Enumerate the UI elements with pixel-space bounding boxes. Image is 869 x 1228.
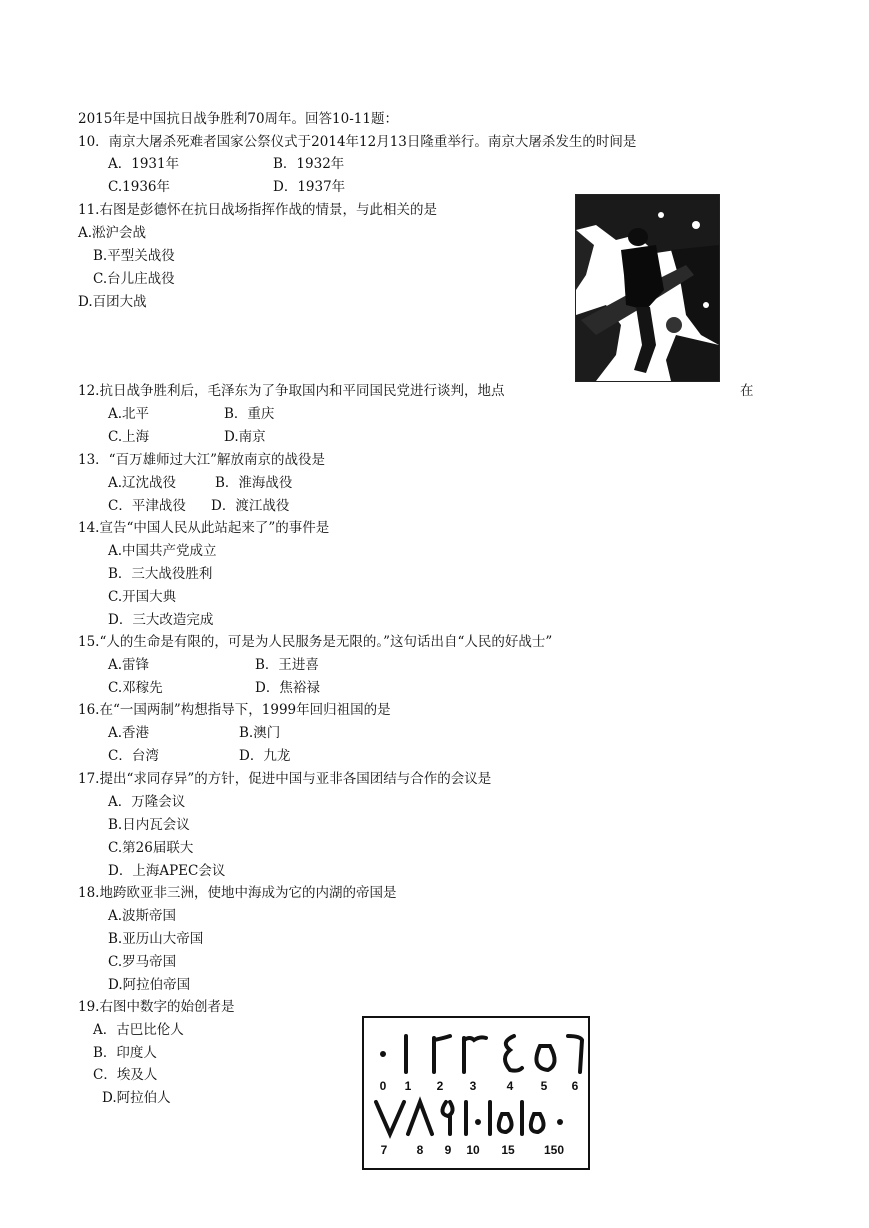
peng-dehuai-photo [575, 194, 720, 382]
numeral-label: 9 [444, 1143, 452, 1157]
q18-option-c: C.罗马帝国 [108, 954, 177, 970]
numeral-label: 4 [506, 1079, 514, 1093]
q12-option-b: B．重庆 [224, 406, 275, 422]
question-10-stem: 10．南京大屠杀死难者国家公祭仪式于2014年12月13日隆重举行。南京大屠杀发生的时间是 [78, 134, 637, 150]
q19-option-d: D.阿拉伯人 [102, 1090, 171, 1106]
numeral-label: 1 [404, 1079, 412, 1093]
q16-option-b: B.澳门 [239, 725, 281, 741]
q15-option-a: A.雷锋 [108, 657, 150, 673]
q12-option-d: D.南京 [224, 429, 266, 445]
numeral-label: 150 [543, 1143, 565, 1157]
numeral-label: 3 [469, 1079, 477, 1093]
q18-option-b: B.亚历山大帝国 [108, 931, 204, 947]
q14-option-d: D．三大改造完成 [108, 612, 214, 628]
numeral-label: 0 [379, 1079, 387, 1093]
q18-option-a: A.波斯帝国 [108, 908, 177, 924]
q15-option-b: B．王进喜 [255, 657, 319, 673]
q18-option-d: D.阿拉伯帝国 [108, 977, 191, 993]
q14-option-b: B．三大战役胜利 [108, 566, 213, 582]
question-12-stem-tail: 在 [740, 383, 754, 399]
q11-option-a: A.淞沪会战 [78, 225, 147, 241]
q14-option-c: C.开国大典 [108, 589, 177, 605]
q17-option-c: C.第26届联大 [108, 840, 194, 856]
numeral-label: 10 [466, 1143, 480, 1157]
q13-option-d: D．渡江战役 [211, 498, 290, 514]
q11-option-b: B.平型关战役 [93, 248, 175, 264]
q17-option-b: B.日内瓦会议 [108, 817, 190, 833]
question-15-stem: 15.“人的生命是有限的，可是为人民服务是无限的。”这句话出自“人民的好战士” [78, 634, 553, 650]
q17-option-d: D．上海APEC会议 [108, 863, 226, 879]
question-11-stem: 11.右图是彭德怀在抗日战场指挥作战的情景，与此相关的是 [78, 202, 437, 218]
question-14-stem: 14.宣告“中国人民从此站起来了”的事件是 [78, 520, 330, 536]
numeral-label: 8 [416, 1143, 424, 1157]
q16-option-c: C．台湾 [108, 748, 159, 764]
q12-option-c: C.上海 [108, 429, 150, 445]
q11-option-d: D.百团大战 [78, 294, 147, 310]
question-16-stem: 16.在“一国两制”构想指导下，1999年回归祖国的是 [78, 702, 391, 718]
q13-option-b: B．淮海战役 [215, 475, 293, 491]
numeral-label: 7 [380, 1143, 388, 1157]
q15-option-d: D．焦裕禄 [255, 680, 320, 696]
q10-option-a: A．1931年 [108, 156, 180, 172]
numeral-label: 5 [540, 1079, 548, 1093]
q13-option-c: C．平津战役 [108, 498, 186, 514]
question-12-stem: 12.抗日战争胜利后，毛泽东为了争取国内和平同国民党进行谈判，地点 [78, 383, 505, 399]
arabic-numerals-figure [362, 1016, 590, 1170]
q16-option-a: A.香港 [108, 725, 150, 741]
q10-option-c: C.1936年 [108, 179, 170, 195]
question-18-stem: 18.地跨欧亚非三洲，使地中海成为它的内湖的帝国是 [78, 885, 397, 901]
q19-option-c: C．埃及人 [93, 1067, 158, 1083]
q10-option-d: D．1937年 [273, 179, 346, 195]
numerals-drawing [364, 1018, 588, 1168]
q11-option-c: C.台儿庄战役 [93, 271, 175, 287]
numeral-label: 6 [571, 1079, 579, 1093]
q12-option-a: A.北平 [108, 406, 150, 422]
question-19-stem: 19.右图中数字的始创者是 [78, 999, 235, 1015]
q17-option-a: A．万隆会议 [108, 794, 186, 810]
q19-option-a: A．古巴比伦人 [93, 1022, 184, 1038]
question-13-stem: 13．“百万雄师过大江”解放南京的战役是 [78, 452, 325, 468]
q15-option-c: C.邓稼先 [108, 680, 163, 696]
numeral-label: 2 [436, 1079, 444, 1093]
q10-option-b: B．1932年 [273, 156, 345, 172]
q16-option-d: D．九龙 [239, 748, 291, 764]
numeral-label: 15 [501, 1143, 515, 1157]
section-intro: 2015年是中国抗日战争胜利70周年。回答10-11题： [78, 111, 398, 127]
q14-option-a: A.中国共产党成立 [108, 543, 217, 559]
q19-option-b: B．印度人 [93, 1045, 157, 1061]
photo-illustration [576, 195, 719, 381]
q13-option-a: A.辽沈战役 [108, 475, 177, 491]
question-17-stem: 17.提出“求同存异”的方针，促进中国与亚非各国团结与合作的会议是 [78, 771, 492, 787]
